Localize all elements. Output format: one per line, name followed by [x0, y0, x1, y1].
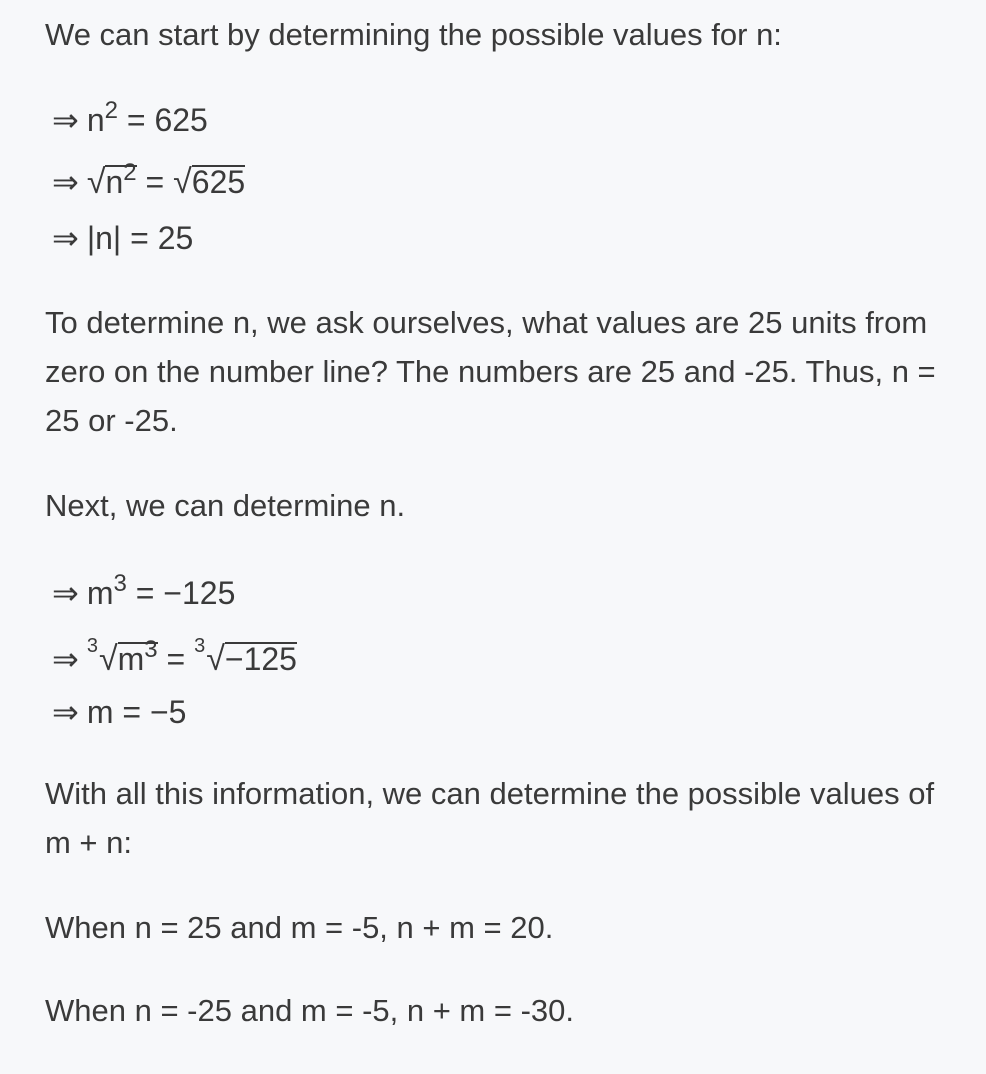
root-index: 3: [86, 635, 98, 657]
cube-root: [194, 636, 297, 679]
root-index: 3: [194, 635, 206, 657]
square-root: [173, 162, 245, 202]
implies-arrow: ⇒: [52, 694, 79, 730]
rhs: = 625: [126, 102, 208, 138]
equation-n-squared: [52, 97, 208, 140]
equation-abs-n: [52, 218, 193, 258]
equation-text: |n| = 25: [86, 220, 194, 256]
exponent: 3: [113, 570, 127, 597]
implies-arrow: ⇒: [52, 575, 79, 611]
square-root: [86, 159, 137, 202]
var-m: m: [117, 641, 145, 677]
radical-sign: √: [86, 163, 106, 201]
implies-arrow: ⇒: [52, 220, 79, 256]
equation-m-cubed: [52, 570, 236, 613]
radical-sign: √: [173, 163, 192, 201]
equation-text: m = −5: [86, 694, 187, 730]
equation-cube-root: [52, 636, 297, 679]
exponent: 2: [104, 97, 118, 124]
radical-sign: √: [98, 640, 118, 678]
rhs: = −125: [135, 575, 236, 611]
implies-arrow: ⇒: [52, 641, 79, 677]
radicand: −125: [224, 641, 297, 677]
case-two-paragraph: When n = -25 and m = -5, n + m = -30.: [45, 993, 574, 1028]
var-n: n: [86, 102, 105, 138]
case-one-paragraph: When n = 25 and m = -5, n + m = 20.: [45, 910, 554, 945]
summary-paragraph: With all this information, we can determine the possible values of m + n:: [45, 776, 935, 860]
exponent: 3: [144, 636, 158, 663]
radicand: 625: [191, 164, 246, 200]
radical-sign: √: [206, 640, 225, 678]
var-m: m: [86, 575, 114, 611]
equation-sqrt: [52, 159, 246, 202]
exponent: 2: [123, 159, 137, 186]
next-paragraph: Next, we can determine n.: [45, 488, 406, 523]
equation-m-value: [52, 692, 186, 732]
implies-arrow: ⇒: [52, 102, 79, 138]
var-n: n: [105, 164, 124, 200]
cube-root: [87, 636, 158, 679]
intro-paragraph: We can start by determining the possible values for n:: [45, 17, 782, 52]
equals: =: [166, 641, 186, 677]
explanation-paragraph: To determine n, we ask ourselves, what values are 25 units from zero on the number line? The numbers are 25 and -25. Thus, n = 25 or -25.: [45, 305, 936, 438]
implies-arrow: ⇒: [52, 164, 79, 200]
equals: =: [145, 164, 165, 200]
